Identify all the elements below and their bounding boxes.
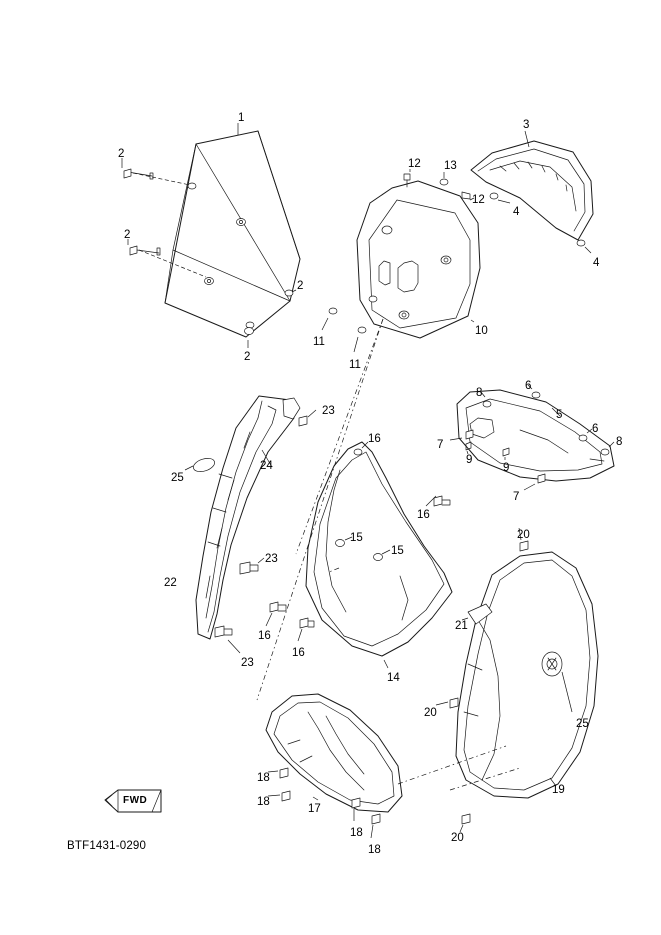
part-inner-panel-10 — [357, 181, 480, 338]
callout-4-right: 4 — [593, 257, 600, 269]
callout-25-right: 25 — [576, 718, 589, 730]
callout-21: 21 — [455, 620, 468, 632]
callout-9-left: 9 — [466, 454, 473, 466]
callout-8-left: 8 — [476, 387, 483, 399]
callout-23-bottom: 23 — [241, 657, 254, 669]
callout-18-left-upper: 18 — [257, 772, 270, 784]
callout-18-bottom-right: 18 — [368, 844, 381, 856]
callout-5: 5 — [556, 409, 563, 421]
callout-12-right: 12 — [472, 194, 485, 206]
part-upper-trim-3 — [471, 131, 593, 253]
callout-10: 10 — [475, 325, 488, 337]
callout-12-left: 12 — [408, 158, 421, 170]
part-left-panel-22 — [185, 396, 316, 653]
callout-2-mid-left: 2 — [124, 229, 131, 241]
part-clips-11 — [322, 308, 366, 352]
callout-6-left: 6 — [525, 380, 532, 392]
callout-15-left: 15 — [350, 532, 363, 544]
callout-20-mid: 20 — [424, 707, 437, 719]
callout-23-mid: 23 — [265, 553, 278, 565]
callout-20-top: 20 — [517, 529, 530, 541]
callout-25-left: 25 — [171, 472, 184, 484]
callout-4-left: 4 — [513, 206, 520, 218]
callout-16-bottom-left: 16 — [258, 630, 271, 642]
callout-20-bottom: 20 — [451, 832, 464, 844]
callout-15-right: 15 — [391, 545, 404, 557]
diagram-part-code: BTF1431-0290 — [67, 840, 147, 852]
callout-1: 1 — [238, 112, 245, 124]
callout-7-right: 7 — [513, 491, 520, 503]
callout-18-left-lower: 18 — [257, 796, 270, 808]
callout-19: 19 — [552, 784, 565, 796]
callout-17: 17 — [308, 803, 321, 815]
callout-23-top: 23 — [322, 405, 335, 417]
callout-8-right: 8 — [616, 436, 623, 448]
callout-14: 14 — [387, 672, 400, 684]
callout-16-right: 16 — [417, 509, 430, 521]
callout-2-bottom: 2 — [244, 351, 251, 363]
callout-13: 13 — [444, 160, 457, 172]
callout-24: 24 — [260, 460, 273, 472]
fwd-label: FWD — [123, 795, 148, 806]
callout-7-left: 7 — [437, 439, 444, 451]
callout-2-top-left: 2 — [118, 148, 125, 160]
callout-11-left: 11 — [313, 336, 325, 348]
part-windscreen — [165, 123, 300, 337]
callout-16-top: 16 — [368, 433, 381, 445]
callout-22: 22 — [164, 577, 177, 589]
callout-9-right: 9 — [503, 462, 510, 474]
callout-3: 3 — [523, 119, 530, 131]
callout-2-right: 2 — [297, 280, 304, 292]
callout-6-right: 6 — [592, 423, 599, 435]
part-right-bracket-5 — [450, 385, 614, 490]
callout-16-bottom-right: 16 — [292, 647, 305, 659]
callout-11-right: 11 — [349, 359, 361, 371]
part-right-cover-19 — [436, 528, 598, 832]
part-lower-center-17 — [266, 694, 402, 838]
callout-18-bottom-left: 18 — [350, 827, 363, 839]
